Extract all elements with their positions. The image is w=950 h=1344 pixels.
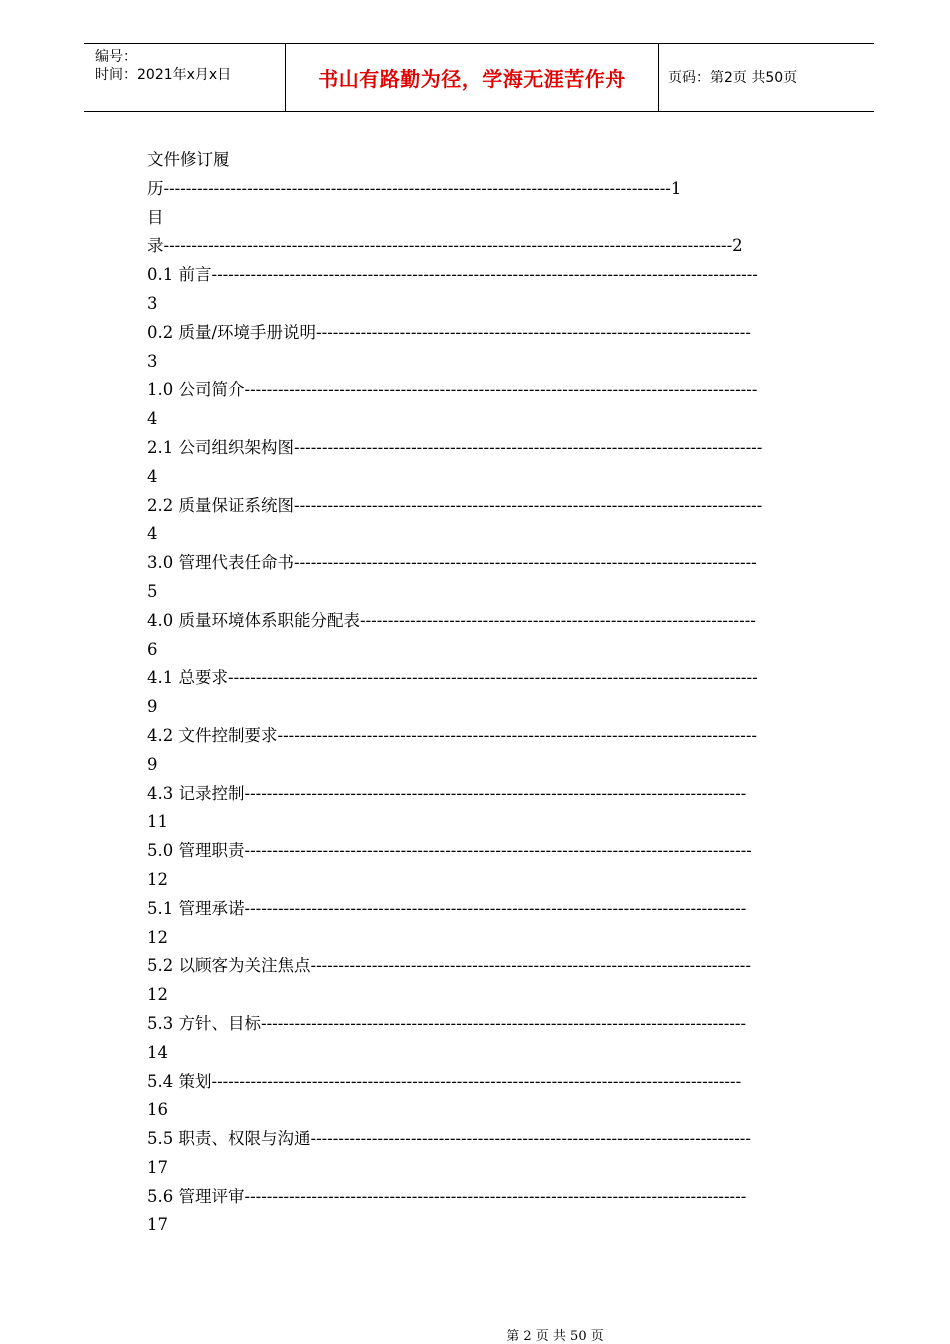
toc-leader-dashes: ------------------------------------------------------------------------------------------ [244, 898, 747, 918]
toc-entry-title-line [147, 146, 857, 175]
toc-entry-title: 5.6 管理评审 [147, 1186, 245, 1206]
toc-leader-dashes: ------------------------------------------------------------------------------------------ [244, 1186, 747, 1206]
toc-entry-title-continued: 历 [147, 178, 164, 198]
toc-entry-page: 3 [147, 293, 158, 313]
toc-entry-title: 5.4 策划 [147, 1071, 212, 1091]
toc-entry-title: 3.0 管理代表任命书 [147, 553, 294, 573]
toc-entry-title-line [147, 492, 857, 521]
toc-entry-title: 2.1 公司组织架构图 [147, 437, 294, 457]
toc-entry-page-line [147, 636, 857, 665]
toc-entry-title-line [147, 261, 857, 290]
toc-entry-page-line [147, 924, 857, 953]
toc-entry-page-line [147, 1039, 857, 1068]
toc-entry-leader-line [147, 175, 857, 204]
toc-entry-title-line [147, 376, 857, 405]
toc-entry-title-line [147, 319, 857, 348]
toc-entry-title-line [147, 1125, 857, 1154]
toc-leader-dashes: -------------------------------------------------------------------------------------------- [244, 380, 758, 400]
toc-entry-page: 4 [147, 524, 158, 544]
page-header [84, 43, 874, 112]
toc-entry-title: 1.0 公司简介 [147, 380, 245, 400]
toc-leader-dashes: ------------------------------------------------------------------------------ [316, 322, 751, 342]
toc-entry-page: 12 [147, 869, 168, 889]
toc-entry-page-line [147, 578, 857, 607]
toc-entry-page-line [147, 866, 857, 895]
toc-entry-page: 6 [147, 639, 158, 659]
toc-entry-page: 9 [147, 697, 158, 717]
toc-leader-dashes: ------------------------------------------------------------------------------------ [294, 437, 763, 457]
toc-entry-title-line [147, 952, 857, 981]
toc-entry-title-line [147, 607, 857, 636]
toc-entry-page-line [147, 1211, 857, 1240]
toc-entry-title-line [147, 780, 857, 809]
toc-leader-dashes: ----------------------------------------------------------------------------------- [294, 553, 757, 573]
toc-entry-page-line [147, 693, 857, 722]
toc-entry-title-line [147, 1068, 857, 1097]
toc-entry-leader-line [147, 232, 857, 261]
toc-entry-title: 5.2 以顾客为关注焦点 [147, 956, 311, 976]
header-motto: 书山有路勤为径，学海无涯苦作舟 [318, 67, 626, 91]
table-of-contents [147, 146, 857, 1240]
toc-entry-title-line [147, 895, 857, 924]
toc-entry-page: 12 [147, 927, 168, 947]
page-footer: 第 2 页 共 50 页 [506, 1329, 604, 1344]
toc-entry-title: 0.1 前言 [147, 265, 212, 285]
toc-entry-page-line [147, 290, 857, 319]
toc-entry-page-line [147, 348, 857, 377]
toc-entry-title: 5.1 管理承诺 [147, 898, 245, 918]
toc-entry-title-line [147, 1010, 857, 1039]
toc-entry-title: 4.0 质量环境体系职能分配表 [147, 610, 360, 630]
toc-entry-page-line [147, 808, 857, 837]
toc-entry-page: 3 [147, 351, 158, 371]
toc-entry-title: 目 [147, 207, 164, 227]
toc-leader-dashes: -------------------------------------------------------------------------------------------------- [211, 265, 758, 285]
toc-leader-dashes: ------------------------------------------------------------------------------------------- [244, 841, 752, 861]
toc-entry-page-line [147, 981, 857, 1010]
toc-entry-title: 4.2 文件控制要求 [147, 725, 278, 745]
toc-entry-title: 4.1 总要求 [147, 668, 228, 688]
toc-leader-dashes: ------------------------------------------------------------------------------------------------------ [163, 236, 733, 256]
toc-leader-dashes: ------------------------------------------------------------------------------------------- [163, 178, 671, 198]
toc-entry-title: 2.2 质量保证系统图 [147, 495, 294, 515]
toc-entry-page-line [147, 520, 857, 549]
toc-leader-dashes: ----------------------------------------------------------------------------------------------- [228, 668, 758, 688]
toc-leader-dashes: ----------------------------------------------------------------------------------------------- [211, 1071, 742, 1091]
toc-entry-page: 5 [147, 581, 158, 601]
toc-entry-title: 5.0 管理职责 [147, 841, 245, 861]
toc-entry-page-line [147, 463, 857, 492]
toc-entry-page-line [147, 1154, 857, 1183]
toc-entry-title-line [147, 664, 857, 693]
toc-entry-page: 11 [147, 812, 168, 832]
document-number-label: 编号： [95, 49, 137, 65]
toc-entry-title: 5.3 方针、目标 [147, 1013, 261, 1033]
toc-leader-dashes: ------------------------------------------------------------------------------- [310, 956, 751, 976]
toc-leader-dashes: --------------------------------------------------------------------------------------- [261, 1013, 747, 1033]
toc-entry-page: 9 [147, 754, 158, 774]
toc-leader-dashes: ------------------------------------------------------------------------------------ [294, 495, 763, 515]
toc-entry-page-line [147, 405, 857, 434]
toc-entry-page: 17 [147, 1157, 168, 1177]
toc-entry-title-continued: 录 [147, 236, 164, 256]
toc-entry-page-line [147, 1096, 857, 1125]
toc-entry-title-line [147, 204, 857, 233]
toc-entry-title: 0.2 质量/环境手册说明 [147, 322, 317, 342]
toc-entry-title-line [147, 549, 857, 578]
toc-entry-title-line [147, 722, 857, 751]
toc-entry-title: 5.5 职责、权限与沟通 [147, 1129, 311, 1149]
toc-entry-page: 4 [147, 409, 158, 429]
toc-entry-title-line [147, 434, 857, 463]
toc-entry-title-line [147, 837, 857, 866]
toc-leader-dashes: ------------------------------------------------------------------------------------------ [244, 783, 747, 803]
header-meta-cell [84, 44, 285, 111]
toc-leader-dashes: ----------------------------------------------------------------------- [360, 610, 756, 630]
toc-entry-page: 16 [147, 1100, 168, 1120]
toc-entry-page: 17 [147, 1215, 168, 1235]
toc-entry-page: 12 [147, 985, 168, 1005]
header-motto-cell [285, 44, 659, 111]
toc-entry-page: 4 [147, 466, 158, 486]
toc-entry-title-line [147, 1183, 857, 1212]
toc-entry-title: 4.3 记录控制 [147, 783, 245, 803]
toc-entry-page: 1 [670, 178, 682, 198]
toc-entry-page: 14 [147, 1042, 168, 1062]
document-date-label: 时间：2021年x月x日 [95, 67, 232, 83]
toc-entry-title: 文件修订履 [147, 150, 230, 169]
header-page-cell [659, 44, 874, 111]
toc-leader-dashes: ------------------------------------------------------------------------------- [310, 1129, 751, 1149]
toc-entry-page-line [147, 751, 857, 780]
toc-entry-page: 2 [732, 236, 743, 256]
header-page-info: 页码：第2页 共50页 [668, 69, 798, 86]
toc-leader-dashes: -------------------------------------------------------------------------------------- [277, 725, 757, 745]
